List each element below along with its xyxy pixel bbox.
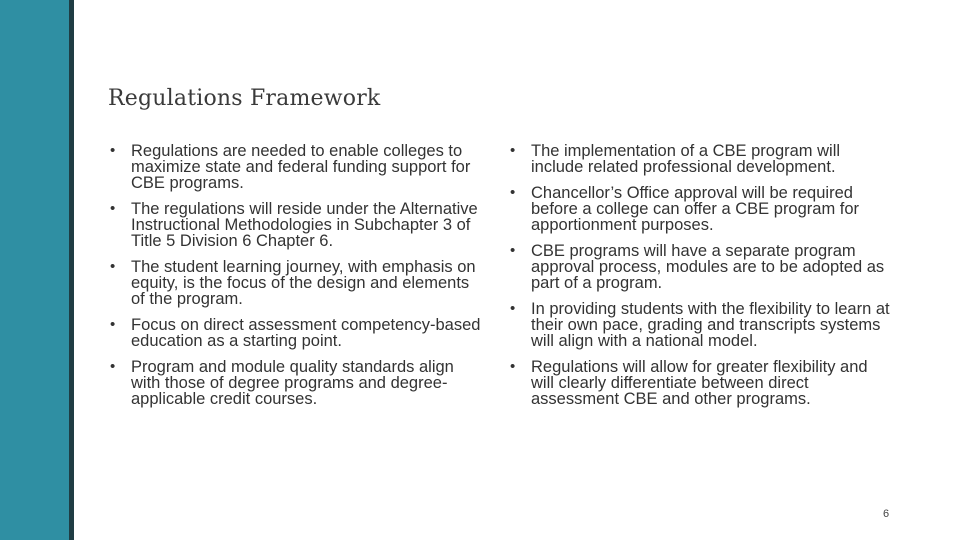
bullet-item: • The implementation of a CBE program will include related professional development. (510, 143, 890, 175)
bullet-item: • The regulations will reside under the Alternative Instructional Methodologies in Subchapter 3 of Title 5 Division 6 Chapter 6. (110, 201, 485, 249)
bullet-item: • In providing students with the flexibility to learn at their own pace, grading and transcripts systems will align with a national model. (510, 301, 890, 349)
bullet-item: • Focus on direct assessment competency-based education as a starting point. (110, 317, 485, 349)
page-number: 6 (883, 508, 890, 520)
bullet-item: • Program and module quality standards align with those of degree programs and degree-applicable credit courses. (110, 359, 485, 407)
left-bullet-list (110, 143, 485, 417)
bullet-item: • The student learning journey, with emphasis on equity, is the focus of the design and elements of the program. (110, 259, 485, 307)
side-accent-edge (69, 0, 74, 540)
slide-title: Regulations Framework (108, 86, 381, 111)
bullet-item: • Regulations are needed to enable colleges to maximize state and federal funding support for CBE programs. (110, 143, 485, 191)
bullet-item: • Regulations will allow for greater flexibility and will clearly differentiate between direct assessment CBE and other programs. (510, 359, 890, 407)
right-bullet-list (510, 143, 890, 417)
bullet-item: • CBE programs will have a separate program approval process, modules are to be adopted as part of a program. (510, 243, 890, 291)
bullet-item: • Chancellor’s Office approval will be required before a college can offer a CBE program for apportionment purposes. (510, 185, 890, 233)
side-accent-bar (0, 0, 69, 540)
